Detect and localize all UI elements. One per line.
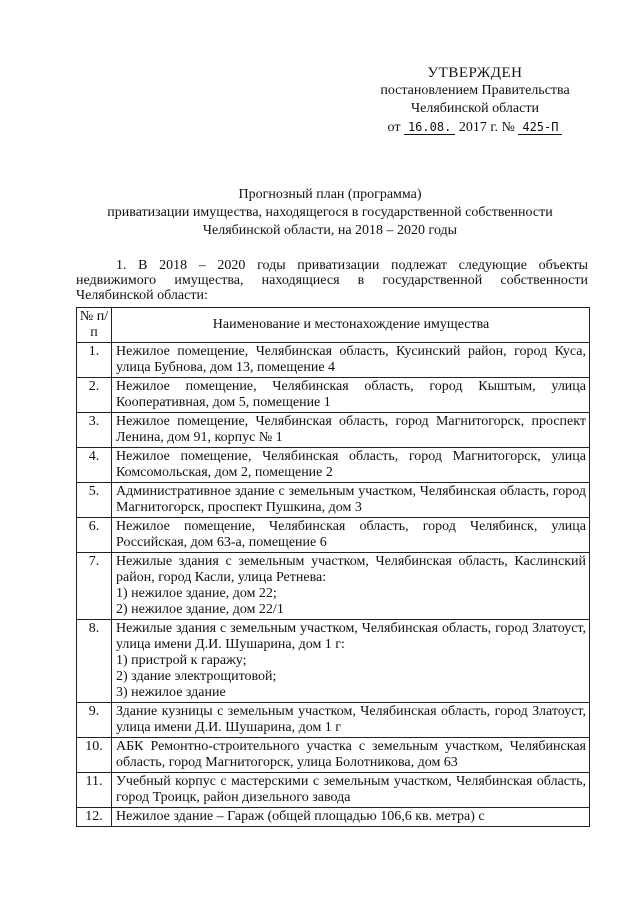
header-num: № п/п <box>77 308 112 343</box>
table-row <box>77 738 590 773</box>
row-subitem: 1) пристрой к гаражу; <box>116 653 247 668</box>
table-row <box>77 448 590 483</box>
table-row <box>77 808 590 827</box>
row-description-text: Здание кузницы с земельным участком, Челябинская область, город Златоуст, улица имени Д.И. Шушарина, дом 1 г <box>116 704 586 735</box>
row-description <box>112 703 590 738</box>
date-value: 16.08. <box>404 120 455 135</box>
row-number: 6. <box>77 518 112 553</box>
approval-line-2: Челябинской области <box>411 101 539 116</box>
row-description-text: Учебный корпус с мастерскими с земельным участком, Челябинская область, город Троицк, район дизельного завода <box>116 774 586 805</box>
row-description-text: Нежилое помещение, Челябинская область, Кусинский район, город Куса, улица Бубнова, дом 13, помещение 4 <box>116 344 586 375</box>
row-subitem: 1) нежилое здание, дом 22; <box>116 586 277 601</box>
approval-line-1: постановлением Правительства <box>380 83 570 98</box>
table-row <box>77 378 590 413</box>
document-title <box>60 186 600 240</box>
table-row <box>77 343 590 378</box>
row-description <box>112 553 590 620</box>
table-row <box>77 703 590 738</box>
row-description-text: Нежилое помещение, Челябинская область, город Кыштым, улица Кооперативная, дом 5, помещение 1 <box>116 379 586 410</box>
row-description-text: Нежилое помещение, Челябинская область, город Магнитогорск, проспект Ленина, дом 91, корпус № 1 <box>116 414 586 445</box>
date-prefix: от <box>387 120 401 135</box>
row-description <box>112 413 590 448</box>
row-number: 11. <box>77 773 112 808</box>
row-description <box>112 518 590 553</box>
header-name: Наименование и местонахождение имущества <box>112 308 590 343</box>
intro-paragraph: 1. В 2018 – 2020 годы приватизации подлежат следующие объекты недвижимого имущества, находящиеся в государственной собственности Челябинской области: <box>76 258 588 303</box>
row-number: 3. <box>77 413 112 448</box>
row-description-text: Нежилые здания с земельным участком, Челябинская область, Каслинский район, город Касли, улица Ретнева: <box>116 554 586 585</box>
table-row <box>77 620 590 703</box>
table-body <box>77 343 590 827</box>
table-header-row <box>77 308 590 343</box>
row-number: 10. <box>77 738 112 773</box>
row-description <box>112 738 590 773</box>
table-row <box>77 483 590 518</box>
row-description <box>112 378 590 413</box>
title-line-2: приватизации имущества, находящегося в государственной собственности <box>107 205 553 220</box>
row-description-text: Нежилое помещение, Челябинская область, город Магнитогорск, улица Комсомольская, дом 2, помещение 2 <box>116 449 586 480</box>
row-description-text: Нежилое помещение, Челябинская область, город Челябинск, улица Российская, дом 63-а, помещение 6 <box>116 519 586 550</box>
row-description-text: Административное здание с земельным участком, Челябинская область, город Магнитогорск, проспект Пушкина, дом 3 <box>116 484 586 515</box>
number-value: 425-П <box>518 120 562 135</box>
table-row <box>77 773 590 808</box>
approval-block <box>360 64 590 137</box>
row-number: 5. <box>77 483 112 518</box>
row-number: 8. <box>77 620 112 703</box>
row-description <box>112 620 590 703</box>
table-row <box>77 553 590 620</box>
row-description <box>112 483 590 518</box>
property-table <box>76 307 590 827</box>
row-subitem: 3) нежилое здание <box>116 685 226 700</box>
row-number: 12. <box>77 808 112 827</box>
approval-title: УТВЕРЖДЕН <box>427 65 523 81</box>
row-description-text: Нежилые здания с земельным участком, Челябинская область, город Златоуст, улица имени Д.И. Шушарина, дом 1 г: <box>116 621 586 652</box>
table-row <box>77 413 590 448</box>
row-number: 2. <box>77 378 112 413</box>
title-line-3: Челябинской области, на 2018 – 2020 годы <box>202 223 458 238</box>
row-subitem: 2) здание электрощитовой; <box>116 669 277 684</box>
row-description <box>112 343 590 378</box>
row-number: 7. <box>77 553 112 620</box>
table-row <box>77 518 590 553</box>
year-text: 2017 г. № <box>458 120 515 135</box>
row-description <box>112 808 590 827</box>
row-description-text: АБК Ремонтно-строительного участка с земельным участком, Челябинская область, город Магнитогорск, улица Болотникова, дом 63 <box>116 739 586 770</box>
row-number: 4. <box>77 448 112 483</box>
row-number: 1. <box>77 343 112 378</box>
title-line-1: Прогнозный план (программа) <box>238 187 422 202</box>
row-description <box>112 773 590 808</box>
row-description-text: Нежилое здание – Гараж (общей площадью 106,6 кв. метра) с <box>116 809 485 824</box>
row-description <box>112 448 590 483</box>
row-number: 9. <box>77 703 112 738</box>
approval-date-line <box>360 118 590 137</box>
row-subitem: 2) нежилое здание, дом 22/1 <box>116 602 284 617</box>
